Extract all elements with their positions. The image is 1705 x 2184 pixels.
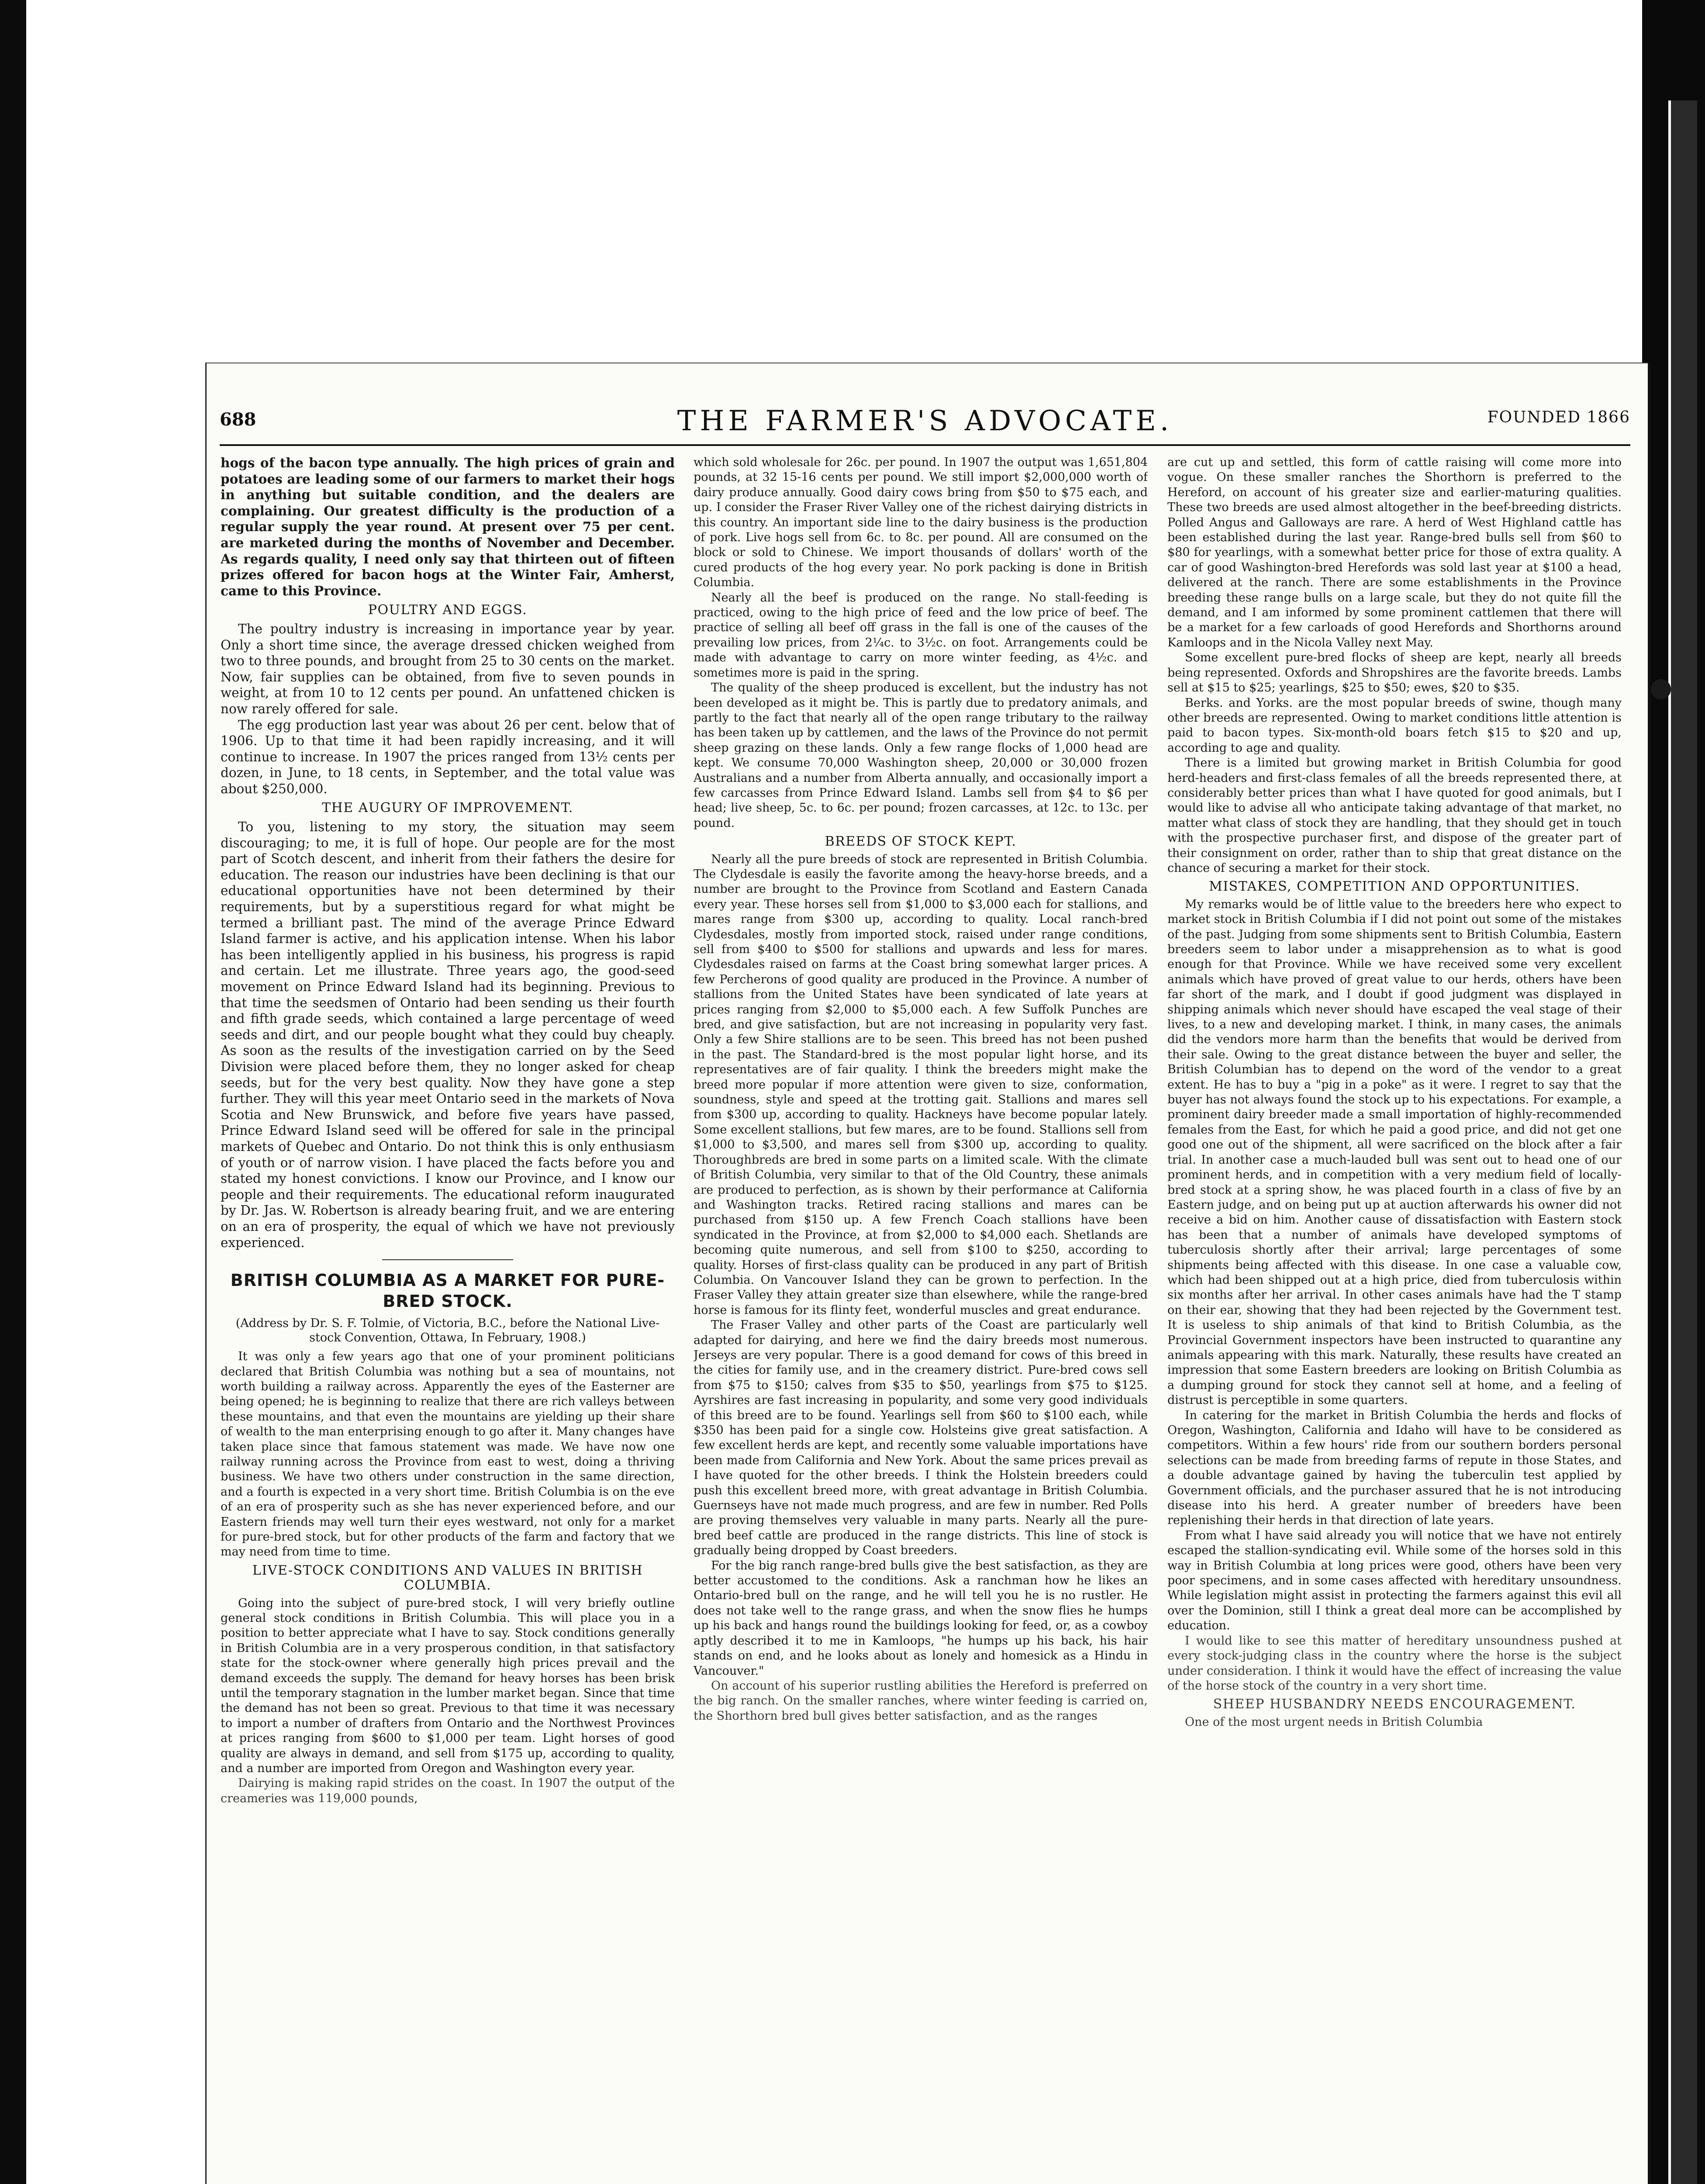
masthead-title: THE FARMER'S ADVOCATE.	[677, 405, 1173, 437]
page-header	[220, 405, 1630, 440]
paragraph: One of the most urgent needs in British Columbia	[1185, 1715, 1483, 1729]
paragraph: Dairying is making rapid strides on the coast. In 1907 the output of the creameries was 119,000 pounds,	[221, 1776, 675, 1805]
paragraph: Berks. and Yorks. are the most popular breeds of swine, though many other breeds are represented. Owing to market conditions little attention is paid to bacon types. Six-month-old boars fetch $15 to $20 and up, according to age and quality.	[1167, 696, 1622, 755]
paragraph: The poultry industry is increasing in importance year by year. Only a short time since, the average dressed chicken weighed from two to three pounds, and brought from 25 to 30 cents on the market. Now, fair supplies can be obtained, from five to seven pounds in weight, at from 10 to 12 cents per pound. An unfattened chicken is now rarely offered for sale.	[221, 621, 675, 716]
section-heading-livestock: LIVE-STOCK CONDITIONS AND VALUES IN BRITISH COLUMBIA.	[252, 1562, 643, 1593]
paragraph: Some excellent pure-bred flocks of sheep are kept, nearly all breeds being represented. Oxfords and Shropshires are the favorite breeds. Lambs sell at $15 to $25; yearlings, $25 to $50; ewes, $20 to $35.	[1167, 651, 1622, 695]
article-divider	[382, 1259, 513, 1260]
header-rule	[220, 444, 1630, 446]
paragraph: The quality of the sheep produced is excellent, but the industry has not been developed as it might be. This is partly due to predatory animals, and partly to the fact that nearly all of the open range tributary to the railway has been taken up by cattlemen, and the laws of the Province do not permit sheep grazing on these lands. Only a few range flocks of 1,000 head are kept. We consume 70,000 Washington sheep, 20,000 or 30,000 frozen Australians and a number from Alberta annually, and occasionally import a few carcasses from Prince Edward Island. Lambs sell from $4 to $6 per head; live sheep, 5c. to 6c. per pound; frozen carcasses, at 12c. to 13c. per pound.	[694, 681, 1148, 830]
paragraph: Going into the subject of pure-bred stock, I will very briefly outline general stock conditions in British Columbia. This will place you in a position to better appreciate what I have to say. Stock conditions generally in British Columbia are in a very prosperous condition, in that satisfactory state for the stock-owner where generally high prices prevail and the demand exceeds the supply. The demand for heavy horses has been brisk until the temporary stagnation in the lumber market began. Since that time the demand has not been so great. Previous to that time it was necessary to import a number of drafters from Ontario and the Northwest Provinces at prices ranging from $600 to $1,000 per team. Light horses of good quality are always in demand, and sell from $175 up, according to quality, and a number are imported from Oregon and Washington every year.	[221, 1596, 675, 1776]
film-border-left	[0, 0, 26, 2184]
column-3	[1167, 455, 1622, 2184]
section-heading-augury: THE AUGURY OF IMPROVEMENT.	[322, 800, 573, 816]
founded-line: FOUNDED 1866	[1487, 408, 1630, 426]
section-heading-poultry: POULTRY AND EGGS.	[368, 602, 528, 618]
paragraph: I would like to see this matter of hereditary unsoundness pushed at every stock-judging class in the country where the horse is the subject under consideration. I think it would have the effect of increasing the value of the horse stock of the country in a very short time.	[1167, 1634, 1622, 1693]
section-heading-sheep: SHEEP HUSBANDRY NEEDS ENCOURAGEMENT.	[1213, 1697, 1576, 1712]
article-byline: (Address by Dr. S. F. Tolmie, of Victoria, B.C., before the National Live-stock Convention, Ottawa, In February, 1908.)	[235, 1317, 660, 1345]
paragraph: On account of his superior rustling abilities the Hereford is preferred on the big ranch. On the smaller ranches, where winter feeding is carried on, the Shorthorn bred bull gives better satisfaction, and as the ranges	[694, 1679, 1148, 1723]
column-2	[694, 455, 1148, 2184]
paragraph: are cut up and settled, this form of cattle raising will come more into vogue. On these smaller ranches the Shorthorn is preferred to the Hereford, on account of his greater size and earlier-maturing qualities. These two breeds are used almost altogether in the beef-breeding districts. Polled Angus and Galloways are rare. A herd of West Highland cattle has been established during the last year. Range-bred bulls sell from $60 to $80 for yearlings, with a somewhat better price for those of extra quality. A car of good Washington-bred Herefords was sold last year at $100 a head, delivered at the ranch. There are some establishments in the Province breeding these range bulls on a large scale, but they do not quite fill the demand, and I am informed by some prominent cattlemen that there will be a market for a few carloads of good Herefords and Shorthorns around Kamloops and in the Nicola Valley next May.	[1167, 456, 1622, 650]
paragraph: To you, listening to my story, the situation may seem discouraging; to me, it is full of hope. Our people are for the most part of Scotch descent, and inherit from their fathers the desire for education. The reason our industries have been declining is that our educational opportunities have not been determined by their requirements, but by a superstitious regard for what might be termed a brilliant past. The mind of the average Prince Edward Island farmer is active, and his application intense. When his labor has been intelligently applied in his business, his progress is rapid and certain. Let me illustrate. Three years ago, the good-seed movement on Prince Edward Island had its beginning. Previous to that time the seedsmen of Ontario had been sending us their fourth and fifth grade seeds, which contained a large percentage of weed seeds and dirt, and our people bought what they could buy cheaply. As soon as the results of the investigation carried on by the Seed Division were placed before them, they no longer asked for cheap seeds, but for the very best quality. Now they have gone a step further. They will this year meet Ontario seed in the markets of Nova Scotia and New Brunswick, and before five years have passed, Prince Edward Island seed will be offered for sale in the principal markets of Quebec and Ontario. Do not think this is only enthusiasm of youth or of narrow vision. I have placed the facts before you and stated my honest convictions. I know our Province, and I know our people and their requirements. The educational reform inaugurated by Dr. Jas. W. Robertson is already bearing fruit, and we are entering on an era of prosperity, the equal of which we have not previously experienced.	[221, 819, 675, 1250]
article-title-british-columbia: BRITISH COLUMBIA AS A MARKET FOR PURE-BRED STOCK.	[230, 1271, 665, 1311]
paragraph: For the big ranch range-bred bulls give the best satisfaction, as they are better accustomed to the conditions. Ask a ranchman how he likes an Ontario-bred bull on the range, and he will tell you he is no rustler. He does not take well to the range grass, and when the snow flies he humps up his back and hangs round the buildings looking for feed, or, as a cowboy aptly described it to me in Kamloops, "he humps up his back, his hair stands on end, and he looks about as lonely and homesick as a Hindu in Vancouver."	[694, 1559, 1148, 1678]
paragraph: which sold wholesale for 26c. per pound. In 1907 the output was 1,651,804 pounds, at 32 15-16 cents per pound. We still import $2,000,000 worth of dairy produce annually. Good dairy cows bring from $50 to $75 each, and up. I consider the Fraser River Valley one of the richest dairying districts in this country. An important side line to the dairy business is the production of pork. Live hogs sell from 6c. to 8c. per pound. All are consumed on the block or sold to Chinese. We import thousands of dollars' worth of the cured products of the hog every year. No pork packing is done in British Columbia.	[694, 456, 1148, 590]
paragraph: Nearly all the beef is produced on the range. No stall-feeding is practiced, owing to the high price of feed and the low price of beef. The practice of selling all beef off grass in the fall is one of the causes of the prevailing low prices, from 2¼c. to 3½c. on foot. Arrangements could be made with advantage to carry on more winter feeding, as 4½c. and sometimes more is paid in the spring.	[694, 591, 1148, 680]
newspaper-page	[205, 363, 1648, 2184]
film-edge-bar	[1668, 100, 1697, 2184]
page-number: 688	[220, 409, 256, 430]
paragraph: My remarks would be of little value to the breeders here who expect to market stock in British Columbia if I did not point out some of the mistakes of the past. Judging from some shipments sent to British Columbia, Eastern breeders seem to labor under a misapprehension as to what is good enough for that Province. While we have received some very excellent animals which have proved of great value to our herds, others have been far short of the mark, and I doubt if good judgment was displayed in shipping animals which never should have escaped the veal stage of their lives, to a new and developing market. I think, in many cases, the animals did the vendors more harm than the benefits that would be derived from their sale. Owing to the great distance between the buyer and seller, the British Columbian has to depend on the word of the vendor to a great extent. He has to buy a "pig in a poke" as it were. I regret to say that the buyer has not always found the stock up to his expectations. For example, a prominent dairy breeder made a small importation of highly-recommended females from the East, for which he paid a good price, and did not get one good one out of the shipment, all were sacrificed on the block after a fair trial. In another case a much-lauded bull was sent out to head one of our prominent herds, and in competition with a very medium field of locally-bred stock at a spring show, he was placed fourth in a class of five by an Eastern judge, and on being put up at auction afterwards his owner did not receive a bid on him. Another cause of dissatisfaction with Eastern stock has been that a number of animals have developed symptoms of tuberculosis shortly after their arrival; large percentages of some shipments being affected with this disease. In one case a valuable cow, which had been shipped out at a high price, died from tuberculosis within six months after her arrival. In other cases animals have had the T stamp on their ear, showing that they had been rejected by the Government test. It is useless to ship animals of that kind to British Columbia, as the Provincial Government inspectors have been instructed to quarantine any animals appearing with this mark. Naturally, these results have created an impression that some Eastern breeders are looking on British Columbia as a dumping ground for stock they cannot sell at home, and a feeling of distrust is perceptible in some quarters.	[1167, 897, 1622, 1407]
binding-hole	[1651, 679, 1671, 699]
paragraph: There is a limited but growing market in British Columbia for good herd-headers and first-class females of all the breeds represented there, at considerably better prices than what I have quoted for good animals, but I would like to advise all who anticipate taking advantage of that market, no matter what class of stock they are handling, that they should get in touch with the prospective purchaser first, and dispose of the greater part of their consignment on order, rather than to ship that great distance on the chance of securing a market for their stock.	[1167, 756, 1622, 875]
paragraph: hogs of the bacon type annually. The high prices of grain and potatoes are leading some of our farmers to market their hogs in anything but suitable condition, and the dealers are complaining. Our greatest difficulty is the production of a regular supply the year round. At present over 75 per cent. are marketed during the months of November and December. As regards quality, I need only say that thirteen out of fifteen prizes offered for bacon hogs at the Winter Fair, Amherst, came to this Province.	[221, 455, 675, 598]
section-heading-breeds: BREEDS OF STOCK KEPT.	[825, 834, 1017, 850]
paragraph: In catering for the market in British Columbia the herds and flocks of Oregon, Washington, California and Idaho will have to be considered as competitors. Within a few hours' ride from our southern borders personal selections can be made from breeding farms of repute in those States, and a double advantage gained by having the tuberculin test applied by Government officials, and the purchaser assured that he is not introducing disease into his herd. A greater number of breeders have been replenishing their herds in that direction of late years.	[1167, 1408, 1622, 1527]
section-heading-mistakes: MISTAKES, COMPETITION AND OPPORTUNITIES.	[1209, 879, 1580, 895]
paragraph: From what I have said already you will notice that we have not entirely escaped the stallion-syndicating evil. While some of the horses sold in this way in British Columbia at long prices were good, others have been very poor specimens, and in some cases affected with hereditary unsoundness. While legislation might assist in protecting the farmers against this evil all over the Dominion, still I think a great deal more can be accomplished by education.	[1167, 1528, 1622, 1633]
paragraph: Nearly all the pure breeds of stock are represented in British Columbia. The Clydesdale is easily the favorite among the heavy-horse breeds, and a number are brought to the Province from Scotland and Eastern Canada every year. These horses sell from $1,000 to $3,000 each for stallions, and mares range from $300 up, according to quality. Local ranch-bred Clydesdales, mostly from imported stock, raised under range conditions, sell from $400 to $500 for stallions and upwards and less for mares. Clydesdales raised on farms at the Coast bring somewhat larger prices. A few Percherons of good quality are produced in the Province. A number of stallions from the United States have been syndicated of late years at prices ranging from $2,000 to $5,000 each. A few Suffolk Punches are bred, and give satisfaction, but are not increasing in popularity very fast. Only a few Shire stallions are to be seen. This breed has not been pushed in the past. The Standard-bred is the most popular light horse, and its representatives are of fair quality. I think the breeders might make the breed more popular if more attention were given to size, conformation, soundness, style and speed at the trotting gait. Stallions and mares sell from $300 up, according to quality. Hackneys have become popular lately. Some excellent stallions, but few mares, are to be found. Stallions sell from $1,000 to $3,500, and mares sell from $300 up, according to quality. Thoroughbreds are bred in some parts on a limited scale. With the climate of British Columbia, very similar to that of the Old Country, these animals are produced to perfection, as is shown by their performance at California and Washington tracks. Retired racing stallions and mares can be purchased from $150 up. A few French Coach stallions have been syndicated in the Province, at from $2,000 to $4,000 each. Shetlands are becoming quite numerous, and sell from $100 to $250, according to quality. Horses of first-class quality can be produced in any part of British Columbia. On Vancouver Island they can be grown to perfection. In the Fraser Valley they attain greater size than elsewhere, while the range-bred horse is famous for its flinty feet, wonderful muscles and great endurance.	[694, 852, 1148, 1317]
paragraph: The Fraser Valley and other parts of the Coast are particularly well adapted for dairying, and here we find the dairy breeds most numerous. Jerseys are very popular. There is a good demand for cows of this breed in the cities for family use, and in the creamery district. Pure-bred cows sell from $75 to $150; calves from $35 to $50, yearlings from $75 to $125. Ayrshires are fast increasing in popularity, and some very good individuals of this breed are to be found. Yearlings sell from $60 to $100 each, while $350 has been paid for a single cow. Holsteins give great satisfaction. A few excellent herds are kept, and recently some valuable importations have been made from California and New York. About the same prices prevail as I have quoted for the other breeds. I think the Holstein breeders could push this excellent breed more, with great advantage in British Columbia. Guernseys have not made much progress, and are few in number. Red Polls are proving themselves very valuable in many parts. Nearly all the pure-bred beef cattle are produced in the range districts. This line of stock is gradually being dropped by Coast breeders.	[694, 1318, 1148, 1558]
paragraph: It was only a few years ago that one of your prominent politicians declared that British Columbia was nothing but a sea of mountains, not worth building a railway across. Apparently the eyes of the Easterner are being opened; he is beginning to realize that there are rich valleys between these mountains, and that even the mountains are yielding up their share of wealth to the man enterprising enough to go after it. Many changes have taken place since that famous statement was made. We have now one railway running across the Province from east to west, doing a thriving business. We have two others under construction in the same direction, and a fourth is expected in a very short time. British Columbia is on the eve of an era of prosperity such as she has never experienced before, and our Eastern friends may well turn their eyes westward, not only for a market for pure-bred stock, but for other products of the farm and factory that we may need from time to time.	[221, 1350, 675, 1559]
paragraph: The egg production last year was about 26 per cent. below that of 1906. Up to that time it had been rapidly increasing, and it will continue to increase. In 1907 the prices ranged from 13½ cents per dozen, in June, to 18 cents, in September, and the total value was about $250,000.	[221, 717, 675, 796]
column-1	[221, 455, 675, 2184]
